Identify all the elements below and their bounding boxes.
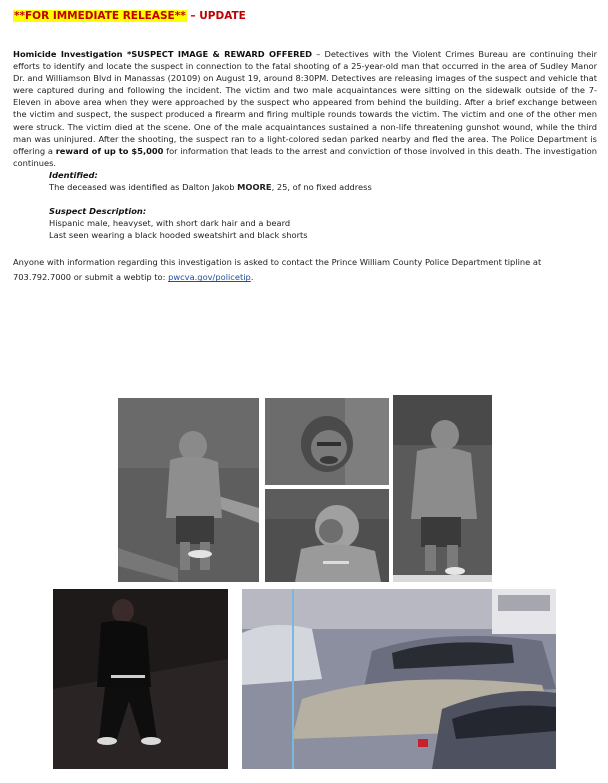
suspect-section	[49, 205, 597, 241]
suspect-line-1: Hispanic male, heavyset, with short dark hair and a beard	[49, 218, 291, 229]
identified-suffix: , 25, of no fixed address	[271, 182, 372, 193]
suspect-title: Suspect Description:	[49, 206, 147, 217]
identified-title: Identified:	[49, 169, 98, 180]
contact-end: .	[250, 272, 254, 283]
article-text-1: – Detectives with the Violent Crimes Bureau are continuing their efforts to identify and locate the suspect in connection to the fatal shooting of a 25-year-old man that occurred in the area of Sudley Manor Dr. and Williamson Blvd in Manassas (20109) on August 19, around 8:30PM. Detectives are releasing images of the suspect and vehicle that were captured during and following the incident. The victim and two male acquaintances were sitting on the sidewalk outside of the 7-Eleven in above area when they were approached by the suspect who appeared from behind the building. After a brief exchange between the victim and suspect, the suspect produced a firearm and firing multiple rounds towards the victim. The victim and one of the other men were struck. The victim died at the scene. One of the male acquaintances sustained a non-life threatening gunshot wound, while the third man was uninjured. After the shooting, the suspect ran to a light-colored sedan parked nearby and fled the area. The Police Department is offering a	[13, 49, 598, 156]
suspect-photo-walking	[53, 589, 228, 769]
contact-paragraph	[13, 255, 597, 285]
suspect-photo-hood	[265, 489, 389, 582]
release-label: **FOR IMMEDIATE RELEASE**	[14, 10, 186, 22]
article-text-2: for information that leads to the arrest and conviction of those involved in this death. The investigation continues.	[13, 145, 598, 168]
headline: Homicide Investigation *SUSPECT IMAGE & REWARD OFFERED	[13, 49, 313, 59]
release-header	[13, 8, 597, 24]
contact-text: Anyone with information regarding this investigation is asked to contact the Prince William County Police Department tipline at 703.792.7000 or submit a webtip to:	[13, 257, 542, 283]
victim-surname: MOORE	[237, 182, 272, 193]
webtip-link[interactable]: pwcva.gov/policetip	[168, 272, 251, 283]
press-release	[13, 8, 597, 285]
vehicle-photo	[242, 589, 556, 769]
suspect-photo-side	[393, 395, 492, 582]
identified-text	[49, 181, 597, 193]
suspect-photo-face	[265, 398, 389, 485]
reward-text: reward of up to $5,000	[55, 145, 164, 156]
identified-prefix: The deceased was identified as Dalton Jakob	[49, 182, 238, 193]
release-separator: –	[186, 10, 200, 22]
suspect-photo-full-body	[118, 398, 259, 582]
article-body	[13, 48, 597, 169]
identified-section	[49, 169, 597, 193]
update-label: UPDATE	[199, 10, 246, 22]
suspect-line-2: Last seen wearing a black hooded sweatshirt and black shorts	[49, 230, 308, 241]
